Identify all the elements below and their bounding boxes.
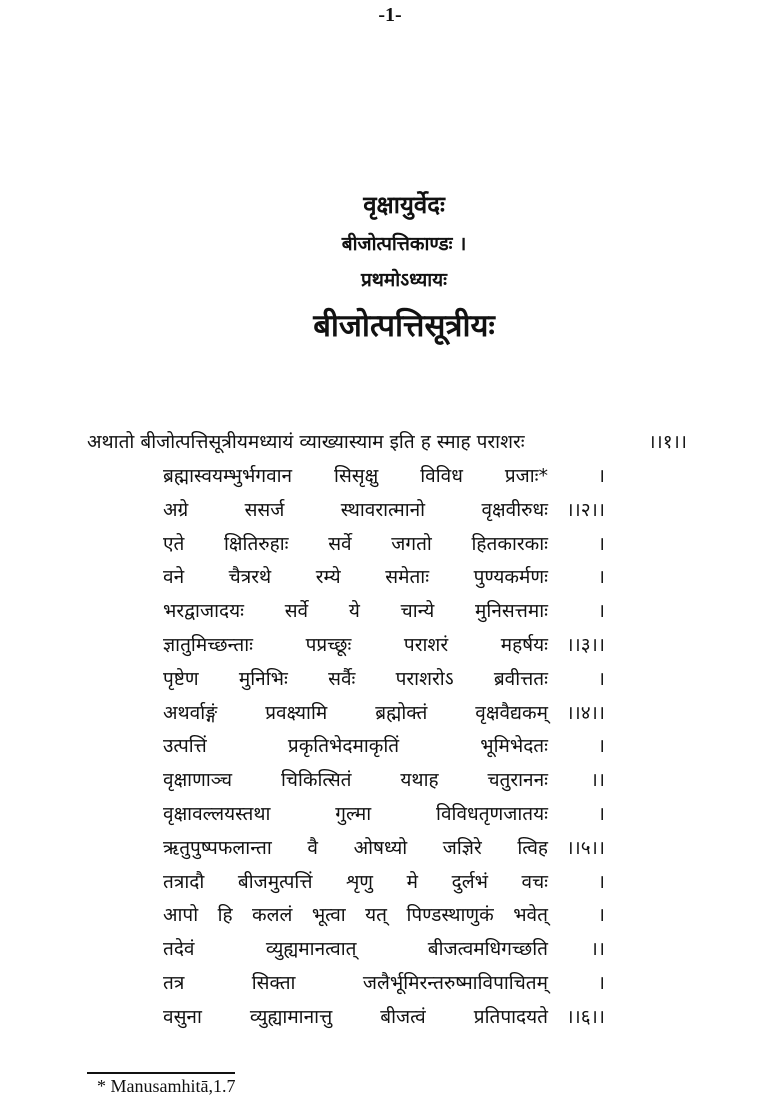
verse-word: गुल्मा <box>335 803 372 825</box>
verse-words <box>163 800 548 826</box>
verse-word: वै <box>307 836 318 859</box>
verse-word: भूत्वा <box>311 904 346 927</box>
verse-word: यत् <box>365 904 388 927</box>
verse-word: जलैर्भूमिरन्तरुष्माविपाचितम् <box>362 972 548 994</box>
verse-word: वृक्षवीरुधः <box>481 498 548 521</box>
verse-marker: । <box>597 972 605 994</box>
verse-word: आपो <box>163 904 199 927</box>
verse-words <box>163 665 548 691</box>
verse-word: हितकारकाः <box>471 532 548 555</box>
verse-marker: ।।६।। <box>566 1005 605 1028</box>
verse-marker: । <box>597 904 605 927</box>
verse-word: प्रकृतिभेदमाकृतिं <box>287 735 400 758</box>
verse-line <box>163 969 605 999</box>
verse-words <box>163 496 548 522</box>
main-heading: बीजोत्पत्तिसूत्रीयः <box>313 308 495 344</box>
verse-words <box>163 868 548 894</box>
verse-word: सिक्ता <box>251 972 296 994</box>
verse-line <box>163 1003 605 1033</box>
verse-marker: । <box>597 803 605 825</box>
verse-word: पराशरं <box>403 634 449 656</box>
verse-word: वृक्षवैद्यकम् <box>475 701 548 724</box>
verse-line <box>163 563 605 593</box>
verse-line <box>163 732 605 762</box>
verse-word: यथाह <box>400 769 439 792</box>
verse-word: पिण्डस्थाणुकं <box>406 904 494 927</box>
verse-words <box>163 631 548 657</box>
verse-word: प्रवक्ष्यामि <box>265 701 328 724</box>
verse-words <box>163 530 548 556</box>
verse-line <box>163 699 605 729</box>
verse-word: समेताः <box>385 566 430 589</box>
verse-marker: ।। <box>590 769 605 792</box>
verse-word: सर्वे <box>284 600 309 623</box>
verse-marker: । <box>597 667 605 690</box>
verse-word: मे <box>406 870 419 893</box>
verse-word: पप्रच्छूः <box>305 634 352 656</box>
verse-line <box>163 901 605 931</box>
page-number: -1- <box>378 4 402 26</box>
verse-word: जगतो <box>391 532 432 555</box>
verse-word: मुनिसत्तमाः <box>475 600 548 623</box>
verse-line <box>163 462 605 492</box>
verse-words <box>163 1003 548 1029</box>
verse-word: अग्रे <box>163 498 189 521</box>
verse-word: ज्ञातुमिच्छन्ताः <box>163 634 253 656</box>
verse-marker: ।।४।। <box>566 701 605 724</box>
verse-line <box>163 496 605 526</box>
title-heading: वृक्षायुर्वेदः <box>363 191 445 219</box>
verse-word: प्रतिपादयते <box>473 1005 548 1028</box>
intro-text: अथातो बीजोत्पत्तिसूत्रीयमध्यायं व्याख्यास्याम इति ह स्माह पराशरः <box>87 431 525 453</box>
verse-word: विविधतृणजातयः <box>436 803 548 825</box>
verse-word: प्रजाः* <box>504 465 548 487</box>
verse-word: पृष्टेण <box>163 667 199 690</box>
verse-word: वसुना <box>163 1005 202 1028</box>
verse-word: पराशरोऽ <box>395 667 454 690</box>
intro-line <box>87 428 687 454</box>
verse-word: ब्रह्मास्वयम्भुर्भगवान <box>163 465 293 487</box>
verse-word: तत्रादौ <box>163 870 205 893</box>
verse-marker: ।। <box>590 938 605 961</box>
verse-word: वने <box>163 566 185 589</box>
verse-word: तत्र <box>163 972 185 994</box>
verse-word: त्विह <box>517 836 548 859</box>
verse-words <box>163 563 548 589</box>
verse-word: एते <box>163 532 185 555</box>
verse-word: मुनिभिः <box>238 667 288 690</box>
verse-marker: ।।५।। <box>566 836 605 859</box>
verse-marker: ।।१।। <box>648 431 687 453</box>
verse-marker: । <box>597 735 605 758</box>
verse-word: पुण्यकर्मणः <box>473 566 548 589</box>
footnote-rule <box>87 1072 235 1074</box>
verse-word: स्थावरात्मानो <box>340 498 426 521</box>
verse-marker: ।।२।। <box>566 498 605 521</box>
verse-word: महर्षयः <box>500 634 548 656</box>
verse-word: चतुराननः <box>487 769 548 792</box>
verse-line <box>163 597 605 627</box>
verse-line <box>163 530 605 560</box>
verse-words <box>163 732 548 758</box>
verse-line <box>163 935 605 965</box>
chapter-heading: प्रथमोऽध्यायः <box>360 269 448 291</box>
verse-marker: । <box>597 600 605 623</box>
verse-word: ओषध्यो <box>353 836 408 859</box>
verse-marker: । <box>597 870 605 893</box>
verse-word: जज्ञिरे <box>442 836 482 859</box>
verse-marker: । <box>597 465 605 487</box>
verse-word: ये <box>348 600 360 623</box>
verse-words <box>163 462 548 488</box>
verse-words <box>163 597 548 623</box>
verse-word: उत्पत्तिं <box>163 735 207 758</box>
verse-word: शृणु <box>346 870 374 893</box>
verse-word: व्युह्यामानात्तु <box>249 1005 333 1028</box>
verse-line <box>163 868 605 898</box>
verse-word: बीजत्वमधिगच्छति <box>427 938 548 961</box>
verse-line <box>163 766 605 796</box>
verse-marker: । <box>597 566 605 589</box>
verse-words <box>163 901 548 927</box>
section-heading: बीजोत्पत्तिकाण्डः । <box>341 233 467 255</box>
verse-words <box>163 935 548 961</box>
verse-word: चैत्ररथे <box>228 566 272 589</box>
verse-marker: । <box>597 532 605 555</box>
verse-word: सर्वे <box>328 532 352 555</box>
verse-word: अथर्वाङ्गं <box>163 701 218 724</box>
verse-word: हि <box>217 904 233 927</box>
verse-word: सिसृक्षु <box>334 465 379 487</box>
verse-word: वचः <box>521 870 548 893</box>
verse-word: सर्वैः <box>328 667 356 690</box>
verse-marker: ।।३।। <box>566 634 605 656</box>
verse-words <box>163 766 548 792</box>
verse-word: बीजमुत्पत्तिं <box>237 870 313 893</box>
verse-line <box>163 800 605 830</box>
verse-word: तदेवं <box>163 938 195 961</box>
verse-word: विविध <box>420 465 463 487</box>
verse-word: भवेत् <box>513 904 548 927</box>
verse-word: दुर्लभं <box>451 870 488 893</box>
verse-words <box>163 699 548 725</box>
verse-word: चान्ये <box>400 600 435 623</box>
verse-word: भूमिभेदतः <box>480 735 548 758</box>
verse-word: व्युह्यमानत्वात् <box>265 938 357 961</box>
verse-line <box>163 834 605 864</box>
verse-word: कललं <box>252 904 293 927</box>
verse-word: ससर्ज <box>244 498 285 521</box>
verse-word: क्षितिरुहाः <box>224 532 289 555</box>
verse-word: बीजत्वं <box>380 1005 426 1028</box>
footnote: * Manusamhitā,1.7 <box>97 1076 236 1096</box>
verse-word: ब्रवीत्ततः <box>493 667 548 690</box>
verse-word: रम्ये <box>315 566 341 589</box>
verse-line <box>163 631 605 661</box>
verse-word: वृक्षाणाञ्च <box>163 769 233 792</box>
verse-word: वृक्षावल्लयस्तथा <box>163 803 271 825</box>
verse-word: भरद्वाजादयः <box>163 600 244 623</box>
verse-words <box>163 834 548 860</box>
verse-word: ब्रह्मोक्तं <box>375 701 428 724</box>
verse-word: चिकित्सितं <box>280 769 352 792</box>
verse-line <box>163 665 605 695</box>
verse-words <box>163 969 548 995</box>
verse-word: ऋतुपुष्पफलान्ता <box>163 836 272 859</box>
